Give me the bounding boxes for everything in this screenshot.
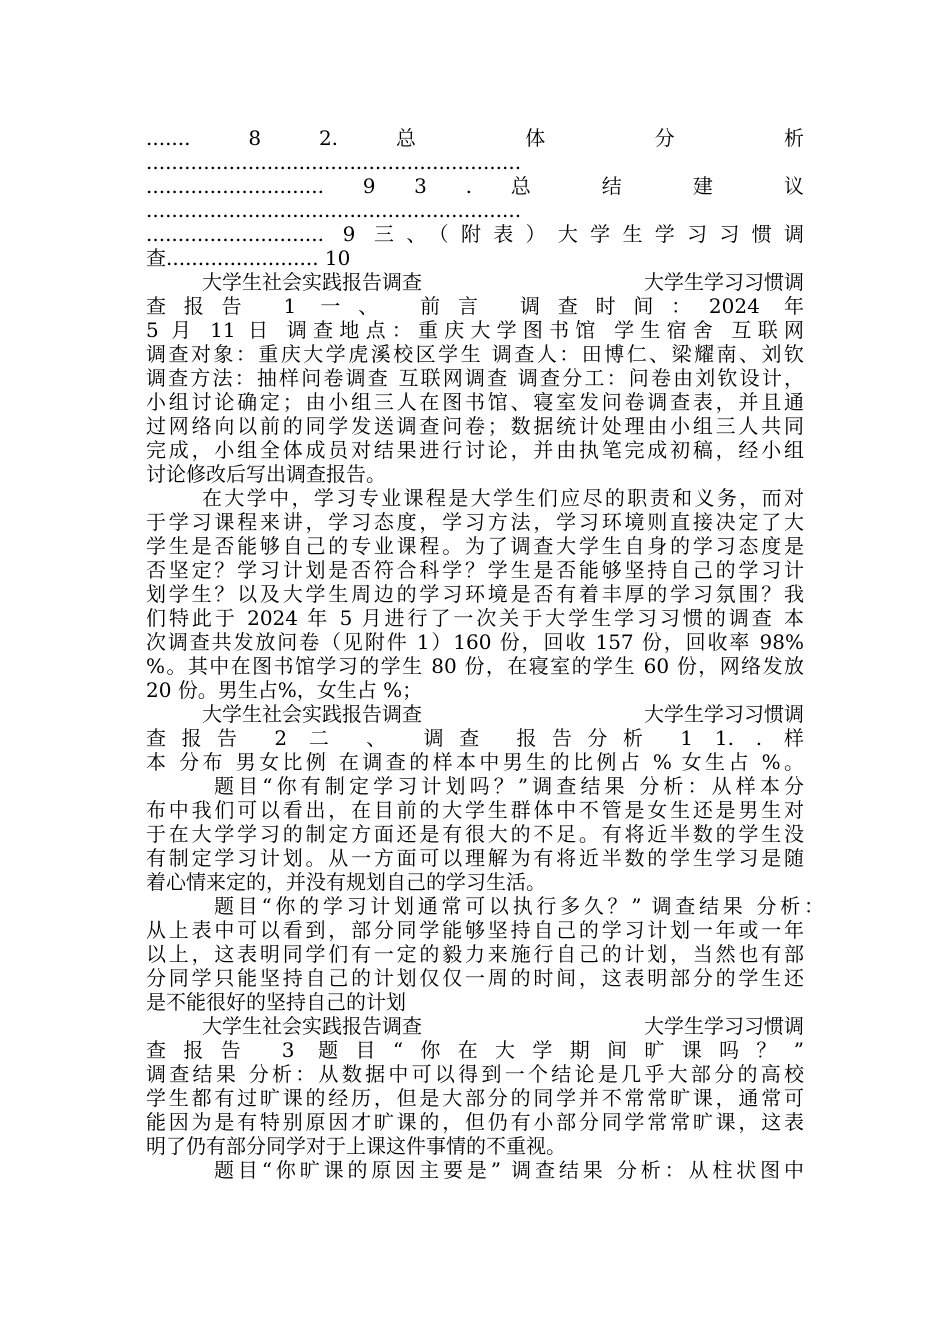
text-line: 调查对象：重庆大学虎溪校区学生 调查人：田博仁、梁耀南、刘钦 [146,342,804,366]
page-header [146,702,804,726]
text-line: 过网络向以前的同学发送调查问卷；数据统计处理由小组三人共同 [146,414,804,438]
section-heading-line: 查报告 3 题目“你在大学期间旷课吗？” [146,1038,804,1062]
header-left: 大学生社会实践报告调查 [202,270,422,294]
text-line: 小组讨论确定；由小组三人在图书馆、寝室发问卷调查表，并且通 [146,390,804,414]
text-line: 次调查共发放问卷（见附件 1）160 份，回收 157 份，回收率 98% [146,630,804,654]
header-right: 大学生学习习惯调 [644,270,804,294]
text-line: 从上表中可以看到，部分同学能够坚持自己的学习计划一年或一年 [146,918,804,942]
toc-dots-line: ........................................................... [146,150,522,174]
page-header [146,270,804,294]
text-line: 划学生？以及大学生周边的学习环境是否有着丰厚的学习氛围？我 [146,582,804,606]
text-line: 完成，小组全体成员对结果进行讨论，并由执笔完成初稿，经小组 [146,438,804,462]
paragraph-first-line: 题目“你有制定学习计划吗？”调查结果 分析：从样本分 [214,774,804,798]
text-line: %。其中在图书馆学习的学生 80 份，在寝室的学生 60 份，网络发放 [146,654,804,678]
text-line: 能因为是有特别原因才旷课的，但仍有小部分同学常常旷课，这表 [146,1110,804,1134]
text-line: 于在大学学习的制定方面还是有很大的不足。有将近半数的学生没 [146,822,804,846]
text-line: 明了仍有部分同学对于上课这件事情的不重视。 [146,1134,566,1158]
text-line: 讨论修改后写出调查报告。 [146,462,386,486]
text-line: 有制定学习计划。从一方面可以理解为有将近半数的学生学习是随 [146,846,804,870]
toc-line: 查........................ 10 [146,246,351,270]
section-heading-line: 查报告 2 二 、 调查 报告分析 1 1. . 样 [146,726,804,750]
text-line: 20 份。男生占%，女生占 %； [146,678,423,702]
text-line: 以上，这表明同学们有一定的毅力来施行自己的计划，当然也有部 [146,942,804,966]
toc-line: ....... 8 2. 总 体 分 析 [146,126,804,150]
text-line: 调查方法：抽样问卷调查 互联网调查 调查分工：问卷由刘钦设计， [146,366,804,390]
text-line: 着心情来定的，并没有规划自己的学习生活。 [146,870,546,894]
toc-dots-line: ........................................................... [146,198,522,222]
header-left: 大学生社会实践报告调查 [202,1014,422,1038]
text-line: 学生都有过旷课的经历，但是大部分的同学并不常常旷课，通常可 [146,1086,804,1110]
text-line: 分同学只能坚持自己的计划仅仅一周的时间，这表明部分的学生还 [146,966,804,990]
toc-line: ............................ 9 3 . 总 结 建 议 [146,174,804,198]
paragraph-first-line: 题目“你的学习计划通常可以执行多久？” 调查结果 分析： [214,894,824,918]
header-right: 大学生学习习惯调 [644,702,804,726]
paragraph-first-line: 在大学中，学习专业课程是大学生们应尽的职责和义务，而对 [202,486,804,510]
header-right: 大学生学习习惯调 [644,1014,804,1038]
text-line: 否坚定？学习计划是否符合科学？学生是否能够坚持自己的学习计 [146,558,804,582]
page-header [146,1014,804,1038]
text-line: 是不能很好的坚持自己的计划 [146,990,406,1014]
header-left: 大学生社会实践报告调查 [202,702,422,726]
text-line: 5 月 11 日 调查地点：重庆大学图书馆 学生宿舍 互联网 [146,318,804,342]
text-line: 布中我们可以看出，在目前的大学生群体中不管是女生还是男生对 [146,798,804,822]
text-line: 于学习课程来讲，学习态度，学习方法，学习环境则直接决定了大 [146,510,804,534]
toc-line: ............................ 9 三、（附表）大学生学习习惯调 [146,222,804,246]
text-line: 本 分布 男女比例 在调查的样本中男生的比例占 % 女生占 %。 [146,750,804,774]
text-line: 调查结果 分析：从数据中可以得到一个结论是几乎大部分的高校 [146,1062,804,1086]
section-heading-line: 查报告 1 一、 前言 调查时间：2024 年 [146,294,804,318]
text-line: 学生是否能够自己的专业课程。为了调查大学生自身的学习态度是 [146,534,804,558]
text-line: 们特此于 2024 年 5 月进行了一次关于大学生学习习惯的调查 本 [146,606,804,630]
paragraph-first-line: 题目“你旷课的原因主要是” 调查结果 分析：从柱状图中 [214,1158,804,1182]
